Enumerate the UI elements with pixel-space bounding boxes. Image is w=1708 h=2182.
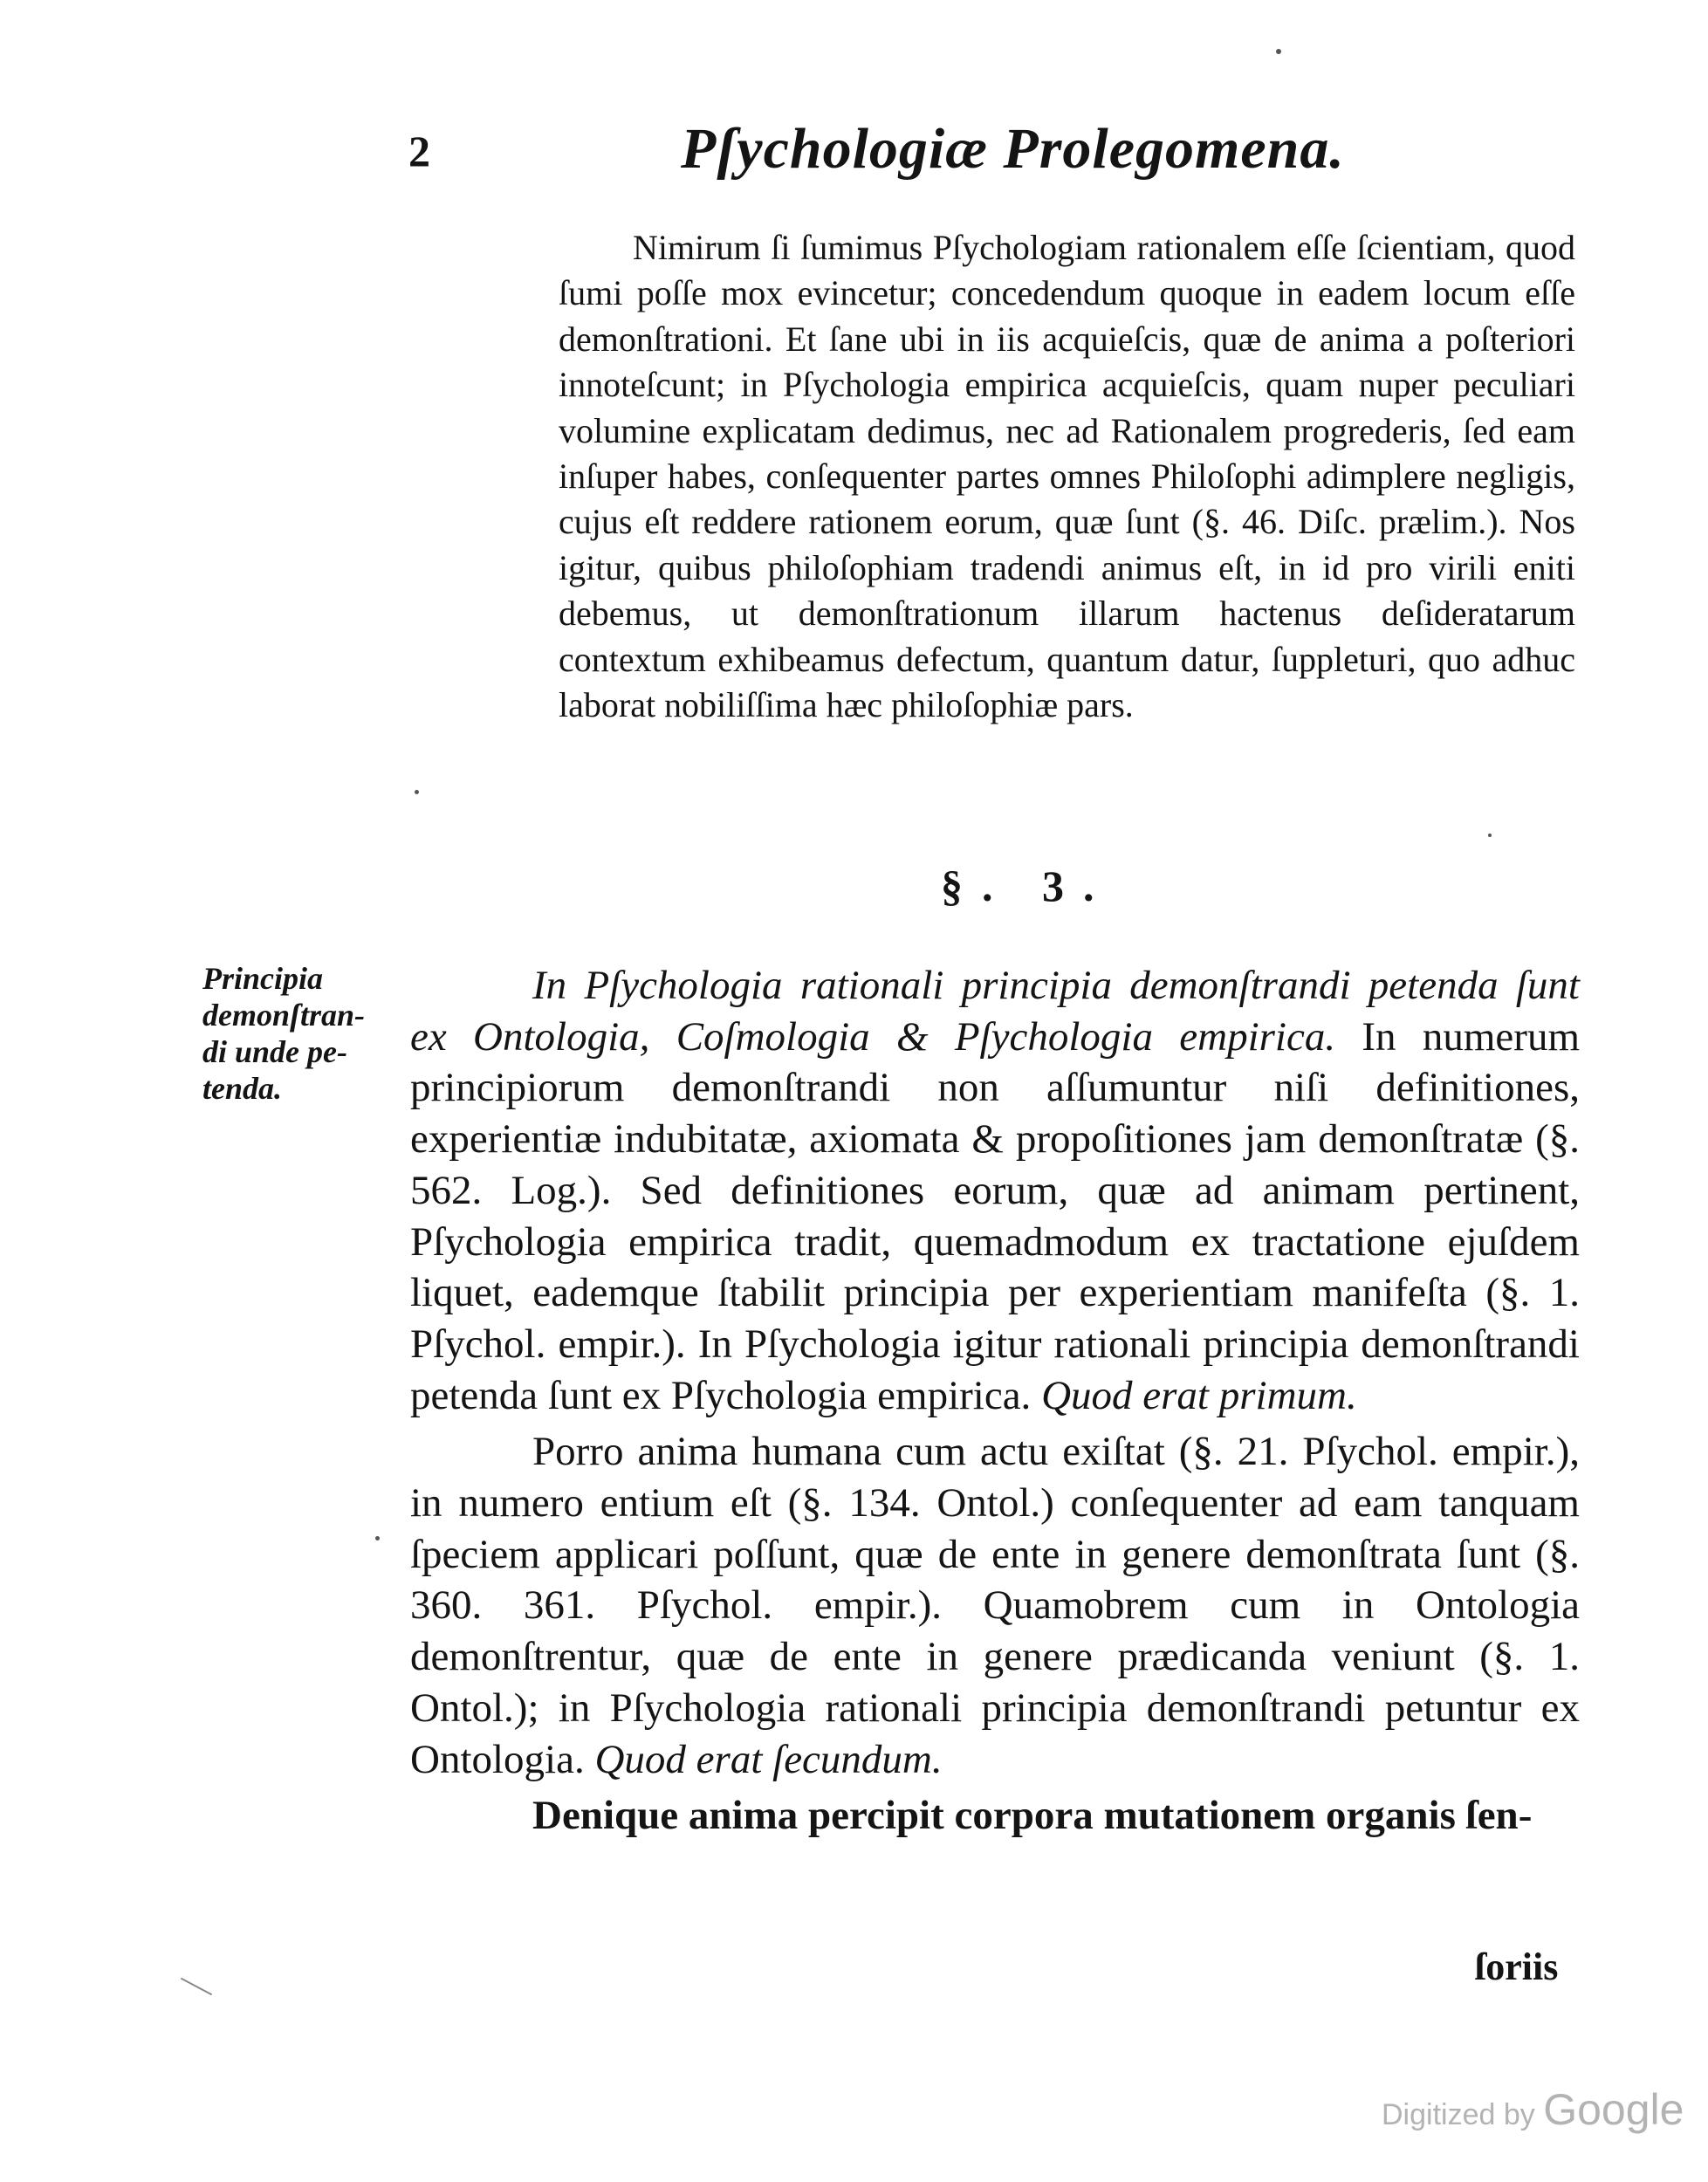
first-text-block [559,225,1575,728]
digitized-watermark [1382,2085,1684,2134]
scan-speck [1276,49,1281,54]
scan-speck [415,790,419,794]
scan-scratch [181,1978,212,1996]
paragraph-three-body: Denique anima percipit corpora mutationem organis ſen- [532,1793,1533,1839]
paragraph-two [410,1426,1580,1785]
scan-speck [375,1536,380,1540]
section-mark: §. 3. [941,861,1114,910]
quod-erat-secundum: Quod erat ſecundum. [594,1736,943,1782]
proposition-statement: In Pſychologia rationali principia demonſtrandi petenda ſunt ex Ontologia, Coſmologia & Pſychologia empirica. [410,963,1580,1060]
quod-erat-primum: Quod erat primum. [1041,1372,1357,1418]
page-number: 2 [408,127,430,175]
margin-note [202,960,399,1107]
scan-speck [1488,834,1492,837]
margin-note-line: demonſtran- [202,998,366,1033]
paragraph-one-body: In numerum principiorum demonſtrandi non aſſumuntur niſi definitiones, experientiæ indubitatæ, axiomata & propoſitiones jam demonſtratæ (§. 562. Log.). Sed definitiones eorum, quæ ad animam pertinent, Pſychologia empirica tradit, quemadmodum ex tractatione ejuſdem liquet, eademque ſtabilit principia per experientiam manifeſta (§. 1. Pſychol. empir.). In Pſychologia igitur rationali principia demonſtrandi petenda ſunt ex Pſychologia empirica. [410,1013,1580,1418]
margin-note-line: di unde pe- [202,1034,347,1069]
paragraph-three [410,1790,1580,1842]
margin-note-line: tenda. [202,1071,283,1106]
watermark-brand: Google [1543,2085,1684,2134]
running-head: Pſychologiæ Prolegomena. [681,117,1345,181]
watermark-prefix: Digitized by [1382,2098,1535,2131]
margin-note-line: Principia [202,961,324,996]
main-text-block [410,960,1580,1847]
first-paragraph: Nimirum ſi ſumimus Pſychologiam rationalem eſſe ſcientiam, quod ſumi poſſe mox evincetur; concedendum quoque in eadem locum eſſe demonſtrationi. Et ſane ubi in iis acquieſcis, quæ de anima a poſteriori innoteſcunt; in Pſychologia empirica acquieſcis, quam nuper peculiari volumine explicatam dedimus, nec ad Rationalem progrederis, ſed eam inſuper habes, conſequenter partes omnes Philoſophi adimplere negligis, cujus eſt reddere rationem eorum, quæ ſunt (§. 46. Diſc. prælim.). Nos igitur, quibus philoſophiam tradendi animus eſt, in id pro virili eniti debemus, ut demonſtrationum illarum hactenus deſideratarum contextum exhibeamus defectum, quantum datur, ſuppleturi, quo adhuc laborat nobiliſſima hæc philoſophiæ pars. [559,228,1575,725]
paragraph-one [410,960,1580,1421]
catchword: ſoriis [1475,1945,1559,1988]
paragraph-two-body: Porro anima humana cum actu exiſtat (§. 21. Pſychol. empir.), in numero entium eſt (§. 134. Ontol.) conſequenter ad eam tanquam ſpeciem applicari poſſunt, quæ de ente in genere demonſtrata ſunt (§. 360. 361. Pſychol. empir.). Quamobrem cum in Ontologia demonſtrentur, quæ de ente in genere prædicanda veniunt (§. 1. Ontol.); in Pſychologia rationali principia demonſtrandi petuntur ex Ontologia. [410,1429,1580,1782]
